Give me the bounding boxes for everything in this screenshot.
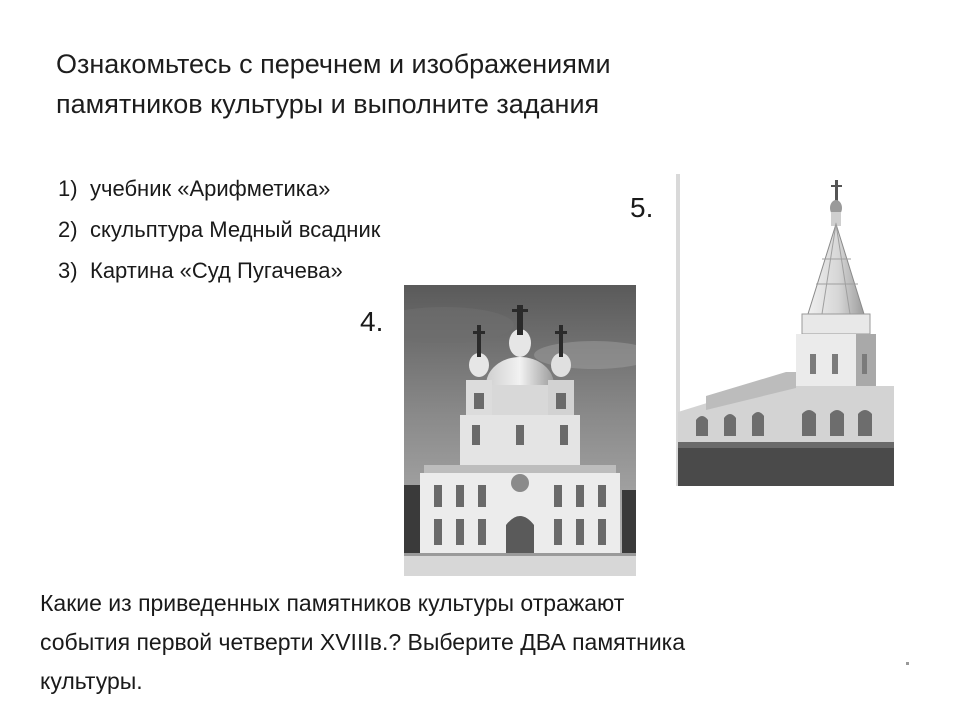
heading-line-1: Ознакомьтесь с перечнем и изображениями	[56, 49, 611, 79]
list-item-text: учебник «Арифметика»	[90, 176, 331, 201]
question-line-2	[40, 623, 920, 662]
question-line-2-end: в.? Выберите ДВА памятника	[369, 629, 686, 655]
list-item-number: 1)	[58, 176, 78, 201]
church-illustration	[676, 174, 894, 486]
list-item-number: 2)	[58, 217, 78, 242]
century-numeral: XVIII	[319, 629, 370, 655]
kolomenskoye-church-photo	[676, 174, 894, 486]
slide-heading	[56, 44, 876, 124]
list-item	[58, 250, 380, 291]
list-item-text: Картина «Суд Пугачева»	[90, 258, 343, 283]
question-line-3: культуры.	[40, 668, 143, 694]
list-item-number: 3)	[58, 258, 78, 283]
heading-line-2: памятников культуры и выполните задания	[56, 89, 600, 119]
smolny-cathedral-photo	[404, 285, 636, 576]
question-line-1: Какие из приведенных памятников культуры отражают	[40, 590, 625, 616]
decorative-dot	[906, 662, 909, 665]
figure-5-label: 5.	[630, 192, 654, 223]
list-item	[58, 209, 380, 250]
question-text	[40, 584, 920, 701]
question-line-2-start: события первой четверти	[40, 629, 320, 655]
list-item-text: скульптура Медный всадник	[90, 217, 381, 242]
figure-4-label: 4.	[360, 306, 384, 337]
cathedral-illustration	[404, 285, 636, 576]
list-item	[58, 168, 380, 209]
monuments-list	[58, 168, 380, 291]
